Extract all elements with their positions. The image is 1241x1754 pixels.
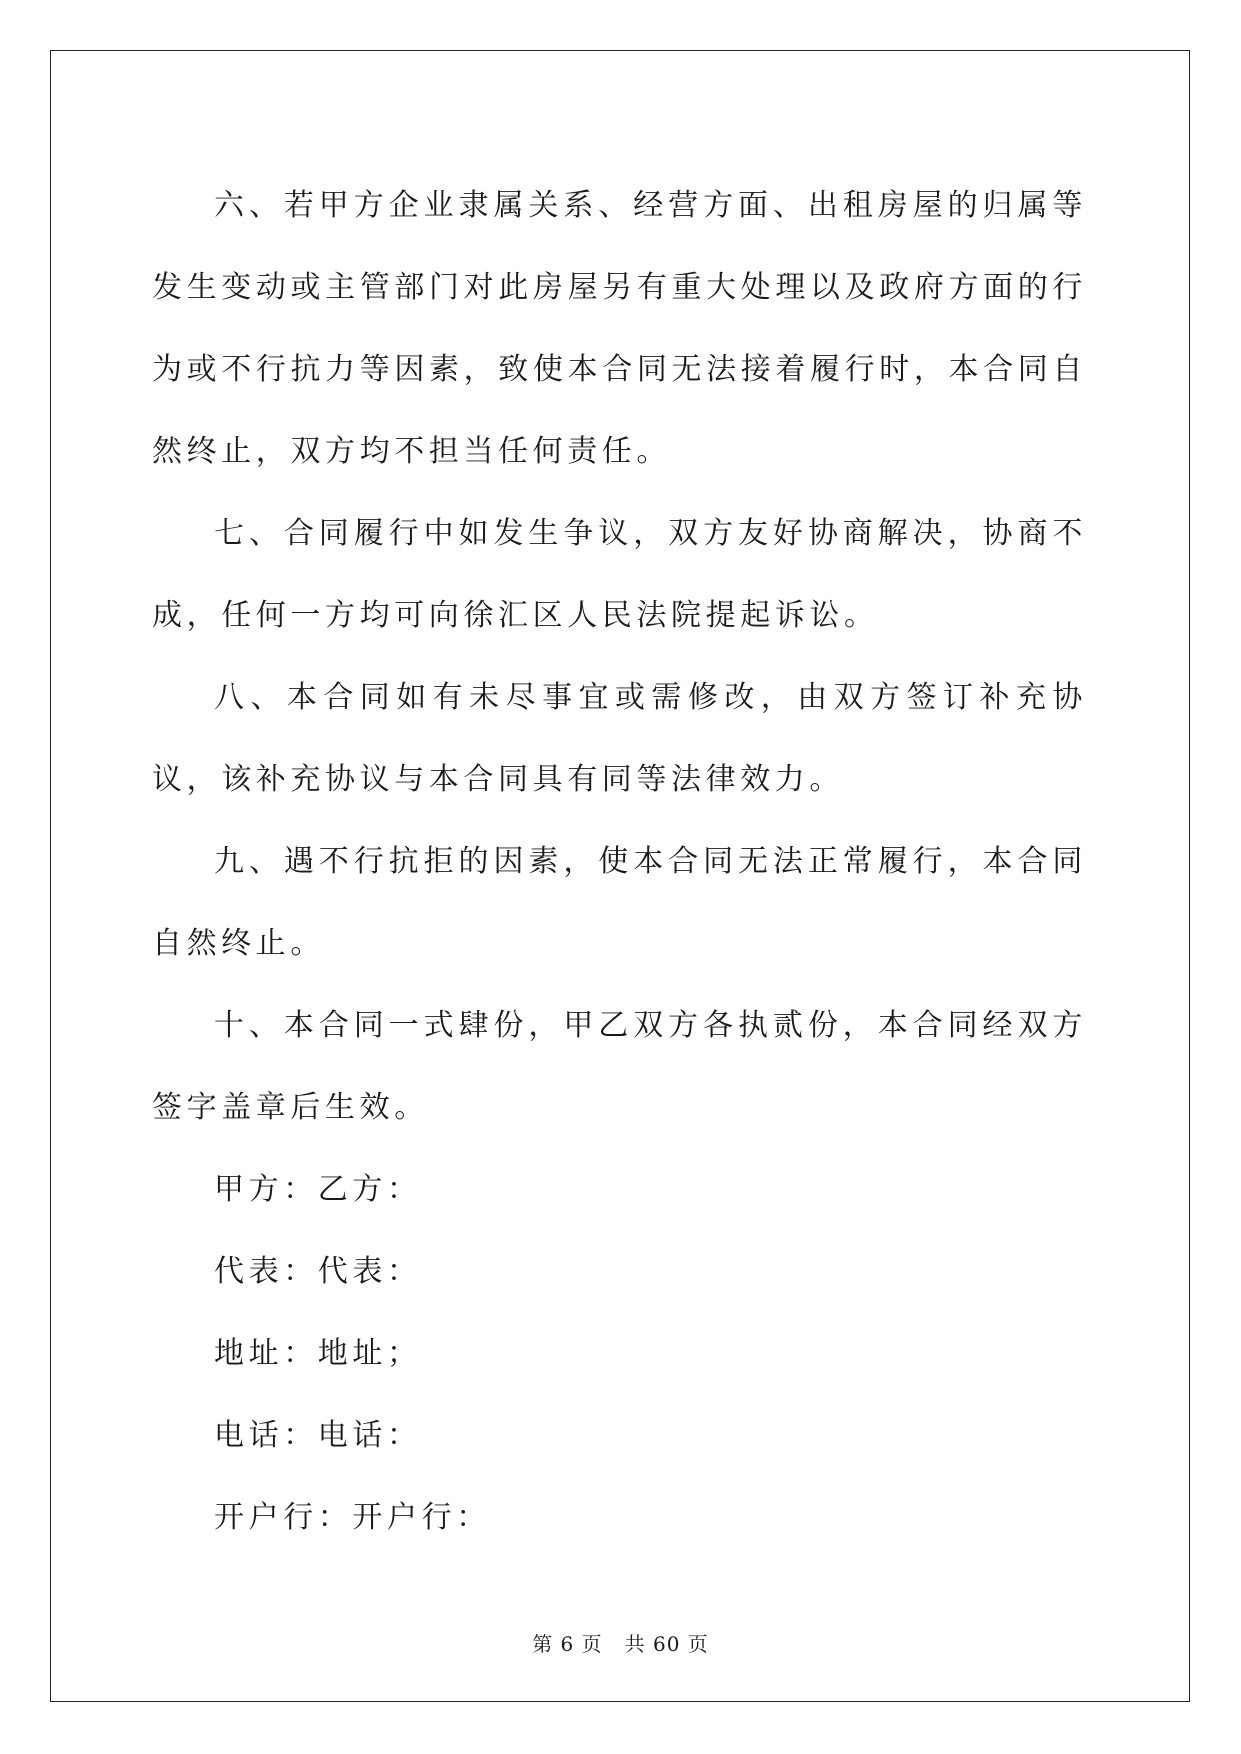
party-line: 甲方：乙方：	[214, 1172, 422, 1207]
page-number: 第 6 页	[532, 1632, 603, 1656]
clause-7: 七、合同履行中如发生争议，双方友好协商解决，协商不成，任何一方均可向徐汇区人民法院提起诉讼。	[152, 516, 1087, 633]
bank-line: 开户行：开户行：	[214, 1500, 491, 1535]
clause-6: 六、若甲方企业隶属关系、经营方面、出租房屋的归属等发生变动或主管部门对此房屋另有重大处理以及政府方面的行为或不行抗力等因素，致使本合同无法接着履行时，本合同自然终止，双方均不担当任何责任。	[152, 188, 1087, 469]
clause-8: 八、本合同如有未尽事宜或需修改，由双方签订补充协议，该补充协议与本合同具有同等法律效力。	[152, 680, 1087, 797]
page-footer	[0, 1628, 1241, 1657]
page-total: 共 60 页	[624, 1632, 709, 1656]
phone-line: 电话：电话：	[214, 1418, 422, 1453]
document-body	[152, 165, 1087, 1559]
clause-10: 十、本合同一式肆份，甲乙双方各执贰份，本合同经双方签字盖章后生效。	[152, 1008, 1087, 1125]
address-line: 地址：地址；	[214, 1336, 422, 1371]
clause-9: 九、遇不行抗拒的因素，使本合同无法正常履行，本合同自然终止。	[152, 844, 1087, 961]
representative-line: 代表：代表：	[214, 1254, 422, 1289]
